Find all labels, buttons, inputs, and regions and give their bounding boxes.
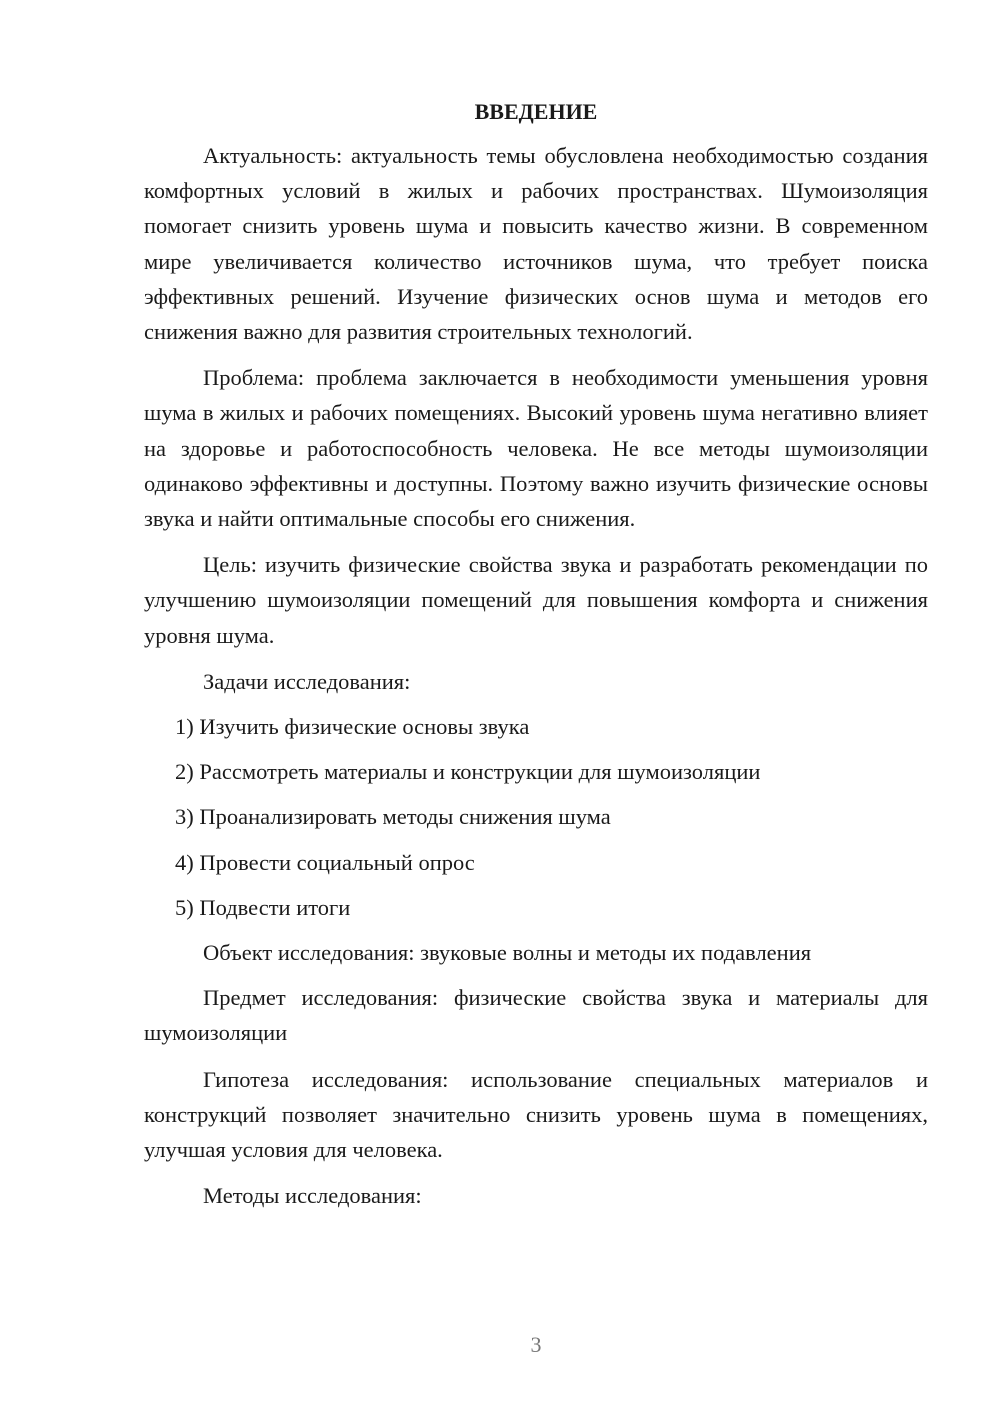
goal-paragraph: Цель: изучить физические свойства звука и разработать рекомендации по улучшению шумоизоляции помещений для повышения комфорта и снижения уровня шума. xyxy=(144,552,928,648)
tasks-list xyxy=(144,709,928,925)
hypothesis-paragraph: Гипотеза исследования: использование специальных материалов и конструкций позволяет значительно снизить уровень шума в помещениях, улучшая условия для человека. xyxy=(144,1066,928,1163)
task-item: 1) Изучить физические основы звука xyxy=(175,714,530,740)
task-item: 4) Провести социальный опрос xyxy=(175,849,475,875)
task-item: 5) Подвести итоги xyxy=(175,894,351,920)
subject-paragraph: Предмет исследования: физические свойства звука и материалы для шумоизоляции xyxy=(144,985,928,1046)
tasks-heading: Задачи исследования: xyxy=(203,668,411,694)
task-item: 2) Рассмотреть материалы и конструкции для шумоизоляции xyxy=(175,759,761,785)
page-number: 3 xyxy=(530,1332,542,1357)
page-title: ВВЕДЕНИЕ xyxy=(474,99,598,124)
problem-paragraph: Проблема: проблема заключается в необходимости уменьшения уровня шума в жилых и рабочих помещениях. Высокий уровень шума негативно влияет на здоровье и работоспособность человека. Не все методы шумоизоляции одинаково эффективны и доступны. Поэтому важно изучить физические основы звука и найти оптимальные способы его снижения. xyxy=(144,365,928,532)
object-paragraph: Объект исследования: звуковые волны и методы их подавления xyxy=(203,940,812,966)
task-item: 3) Проанализировать методы снижения шума xyxy=(175,804,611,830)
methods-heading: Методы исследования: xyxy=(203,1183,422,1209)
page-content xyxy=(144,96,928,1223)
relevance-paragraph: Актуальность: актуальность темы обусловлена необходимостью создания комфортных условий в жилых и рабочих пространствах. Шумоизоляция помогает снизить уровень шума и повысить качество жизни. В современном мире увеличивается количество источников шума, что требует поиска эффективных решений. Изучение физических основ шума и методов его снижения важно для развития строительных технологий. xyxy=(144,143,928,345)
